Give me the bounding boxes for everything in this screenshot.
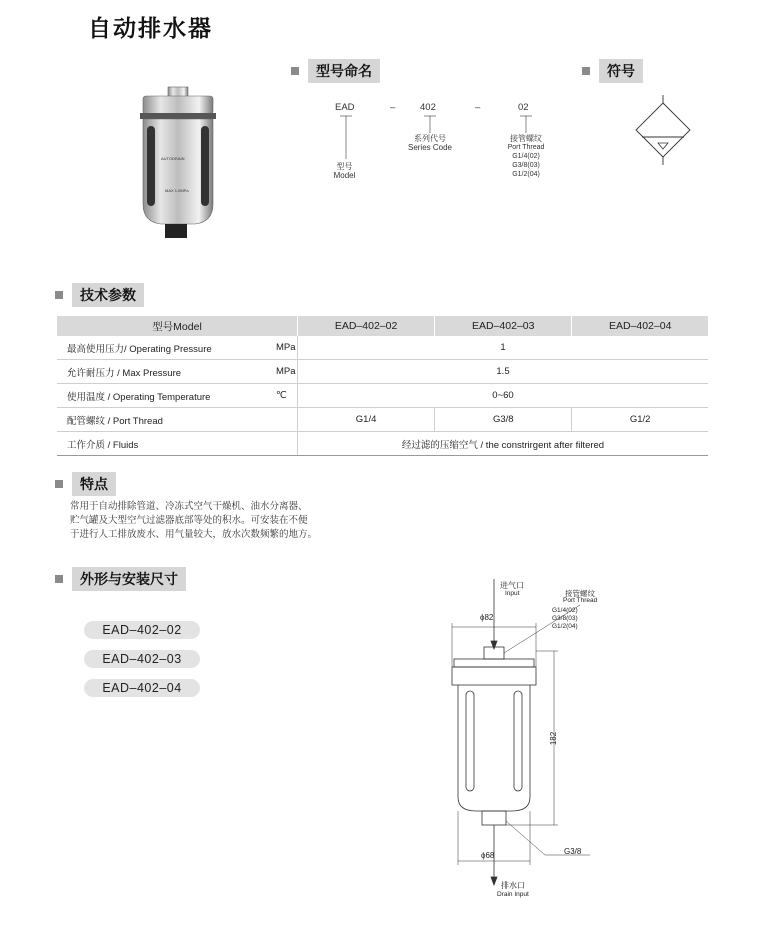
section-bullet	[55, 291, 63, 299]
drawing-window-left	[466, 691, 474, 791]
table-row	[57, 336, 708, 360]
code-dash-1: –	[390, 102, 396, 113]
symbol-drain-arrow	[658, 143, 668, 149]
top-port	[168, 87, 188, 97]
table-header-cell: EAD–402–03	[435, 316, 572, 336]
bowl-window-left	[147, 126, 155, 206]
code-port: 02	[518, 102, 529, 113]
row-unit	[276, 408, 298, 432]
port-thread-option: G1/2(04)	[552, 623, 578, 630]
height-dimension: 182	[549, 731, 559, 746]
row-value: 0~60	[298, 384, 709, 408]
naming-model-label	[322, 162, 367, 180]
features-line: 于进行人工排放废水、用气量较大，放水次数频繁的地方。	[70, 529, 318, 540]
row-unit	[276, 432, 298, 456]
row-value: 1	[298, 336, 709, 360]
row-value: G1/2	[572, 408, 708, 432]
naming-series-cn: 系列代号	[414, 134, 446, 143]
cap-ring	[140, 113, 216, 119]
row-label: 配管螺纹 / Port Thread	[57, 408, 276, 432]
product-label-line1: AUTODRAIN	[161, 156, 185, 161]
naming-series-en: Series Code	[407, 143, 453, 152]
table-row	[57, 432, 708, 456]
port-thread-cn: 接管螺纹	[565, 589, 595, 598]
specs-table	[57, 316, 708, 456]
drawing-cap	[454, 659, 534, 667]
drain-cn: 排水口	[501, 881, 525, 890]
row-unit: ℃	[276, 384, 298, 408]
table-header-cell: EAD–402–04	[572, 316, 708, 336]
row-label: 最高使用压力/ Operating Pressure	[57, 336, 276, 360]
drain-thread: G3/8	[564, 847, 582, 856]
model-button-03[interactable]: EAD–402–03	[84, 650, 200, 668]
naming-model-cn: 型号	[336, 162, 353, 171]
section-symbol-header	[582, 59, 643, 83]
section-dimensions-header	[55, 567, 186, 591]
section-bullet	[55, 575, 63, 583]
naming-series-label	[400, 134, 460, 152]
code-prefix: EAD	[335, 102, 355, 113]
table-row	[57, 384, 708, 408]
port-thread-option: G1/4(02)	[552, 607, 578, 614]
row-value: 1.5	[298, 360, 709, 384]
port-thread-option: G3/8(03)	[552, 615, 578, 622]
inlet-cn: 进气口	[500, 581, 524, 590]
naming-port-option: G1/2(04)	[512, 171, 540, 178]
code-series: 402	[420, 102, 436, 113]
product-image	[135, 84, 225, 244]
section-features-title: 特点	[72, 472, 116, 496]
row-label: 使用温度 / Operating Temperature	[57, 384, 276, 408]
bottom-diameter: ϕ68	[481, 851, 495, 860]
model-button-02[interactable]: EAD–402–02	[84, 621, 200, 639]
naming-port-label	[496, 134, 556, 179]
row-label: 工作介质 / Fluids	[57, 432, 276, 456]
inlet-en: Input	[505, 590, 520, 597]
drain-en: Drain Input	[497, 891, 529, 898]
drain-arrow-icon	[491, 877, 497, 885]
section-bullet	[291, 67, 299, 75]
row-value: G1/4	[298, 408, 435, 432]
features-line: 贮气罐及大型空气过滤器底部等处的积水。可安装在不便	[70, 515, 308, 526]
port-thread-en: Port Thread	[563, 597, 598, 604]
section-bullet	[582, 67, 590, 75]
table-header-cell: EAD–402–02	[298, 316, 435, 336]
naming-port-option: G3/8(03)	[512, 162, 540, 169]
drawing-window-right	[514, 691, 522, 791]
drain-fitting	[165, 224, 187, 238]
drain-symbol	[628, 95, 728, 170]
row-unit: MPa	[276, 336, 298, 360]
features-text	[70, 500, 370, 542]
row-value: G3/8	[435, 408, 572, 432]
drawing-cap-body	[452, 667, 536, 685]
section-specs-header	[55, 283, 144, 307]
section-bullet	[55, 480, 63, 488]
naming-port-cn: 接管螺纹	[510, 134, 542, 143]
table-header-cell: 型号Model	[57, 316, 298, 336]
section-naming-title: 型号命名	[308, 59, 380, 83]
naming-model-en: Model	[333, 171, 356, 180]
row-label: 允许耐压力 / Max Pressure	[57, 360, 276, 384]
drawing-drain	[482, 811, 506, 825]
drawing-bowl	[458, 685, 530, 811]
port-thread-options	[552, 607, 578, 631]
dimension-drawing	[430, 575, 610, 905]
section-features-header	[55, 472, 116, 496]
page-title: 自动排水器	[88, 15, 213, 41]
section-dimensions-title: 外形与安装尺寸	[72, 567, 186, 591]
bowl-window-right	[201, 126, 209, 206]
inlet-arrow-icon	[491, 641, 497, 649]
product-label-line2: MAX 1.0MPa	[165, 188, 189, 193]
code-dash-2: –	[475, 102, 481, 113]
model-button-04[interactable]: EAD–402–04	[84, 679, 200, 697]
row-value: 经过滤的压缩空气 / the constrirgent after filtered	[298, 432, 709, 456]
section-specs-title: 技术参数	[72, 283, 144, 307]
table-header-row	[57, 316, 708, 336]
row-unit: MPa	[276, 360, 298, 384]
section-symbol-title: 符号	[599, 59, 643, 83]
naming-port-en: Port Thread	[507, 144, 545, 151]
top-cap	[143, 96, 213, 114]
naming-port-option: G1/4(02)	[512, 153, 540, 160]
table-row	[57, 360, 708, 384]
top-diameter: ϕ82	[480, 613, 494, 622]
section-naming-header	[291, 59, 380, 83]
features-line: 常用于自动排除管道、冷冻式空气干燥机、油水分离器、	[70, 501, 308, 512]
table-row	[57, 408, 708, 432]
